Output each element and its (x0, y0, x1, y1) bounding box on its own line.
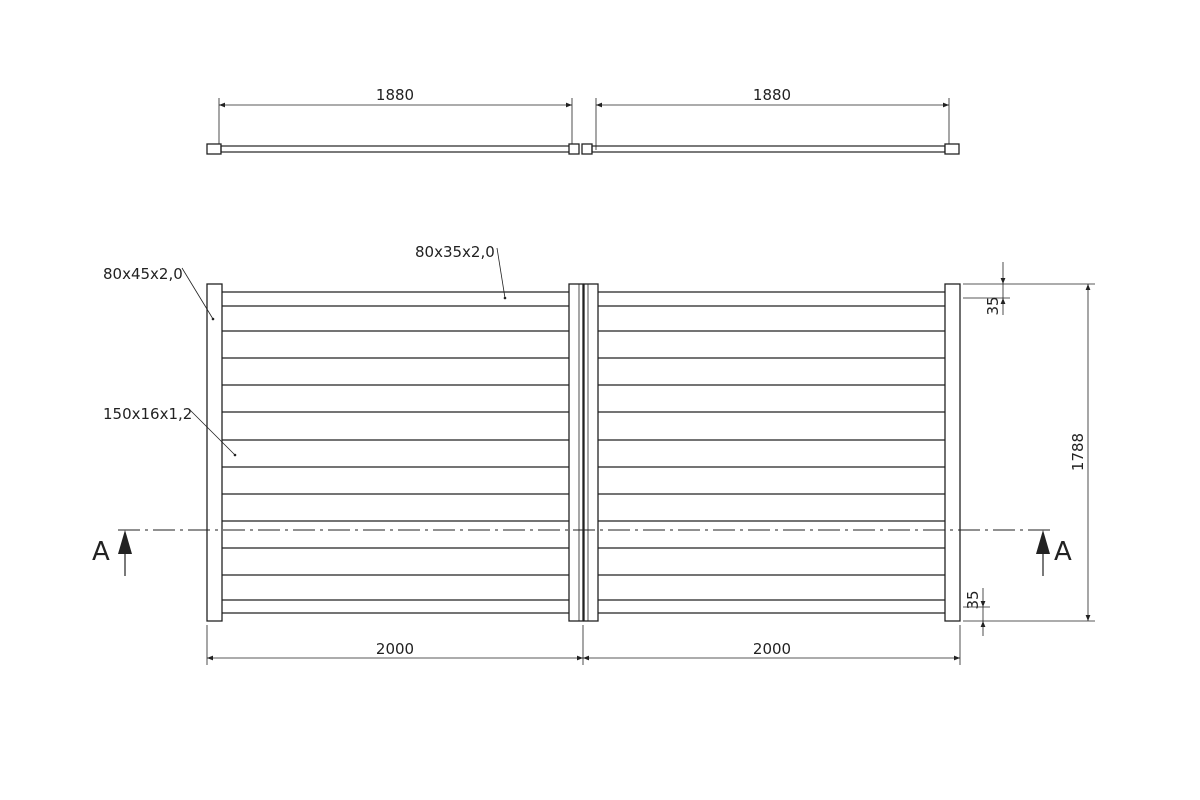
slat-profile-label: 150x16x1,2 (103, 405, 193, 423)
post-center-right (584, 284, 598, 621)
gap-top-label: 35 (984, 296, 1002, 316)
top-view-fence-plan (207, 144, 959, 154)
slats-left-panel (222, 292, 569, 613)
slats-right-panel (598, 292, 945, 613)
top-view (207, 86, 959, 154)
rail-profile-label: 80x35x2,0 (415, 243, 495, 261)
dimension-gap-top (963, 262, 1010, 316)
dimension-gap-bottom (963, 588, 990, 636)
top-dimension-right (596, 86, 949, 150)
dimension-width-left (207, 625, 583, 665)
label-post-profile (103, 265, 214, 320)
width-right-label: 2000 (752, 640, 792, 658)
section-mark-left: A (92, 537, 110, 567)
post-right (945, 284, 960, 621)
label-rail-profile (415, 243, 506, 299)
post-profile-label: 80x45x2,0 (103, 265, 183, 283)
dimension-width-right (583, 625, 960, 665)
width-left-label: 2000 (375, 640, 415, 658)
gap-bottom-label: 35 (964, 590, 982, 610)
top-dimension-left (219, 86, 572, 150)
section-mark-right: A (1054, 537, 1072, 567)
top-dimension-right-label: 1880 (752, 86, 792, 104)
post-center-left (569, 284, 583, 621)
front-view (92, 243, 1095, 665)
top-dimension-left-label: 1880 (375, 86, 415, 104)
dimension-height (963, 284, 1095, 621)
post-left (207, 284, 222, 621)
height-label: 1788 (1069, 432, 1087, 472)
